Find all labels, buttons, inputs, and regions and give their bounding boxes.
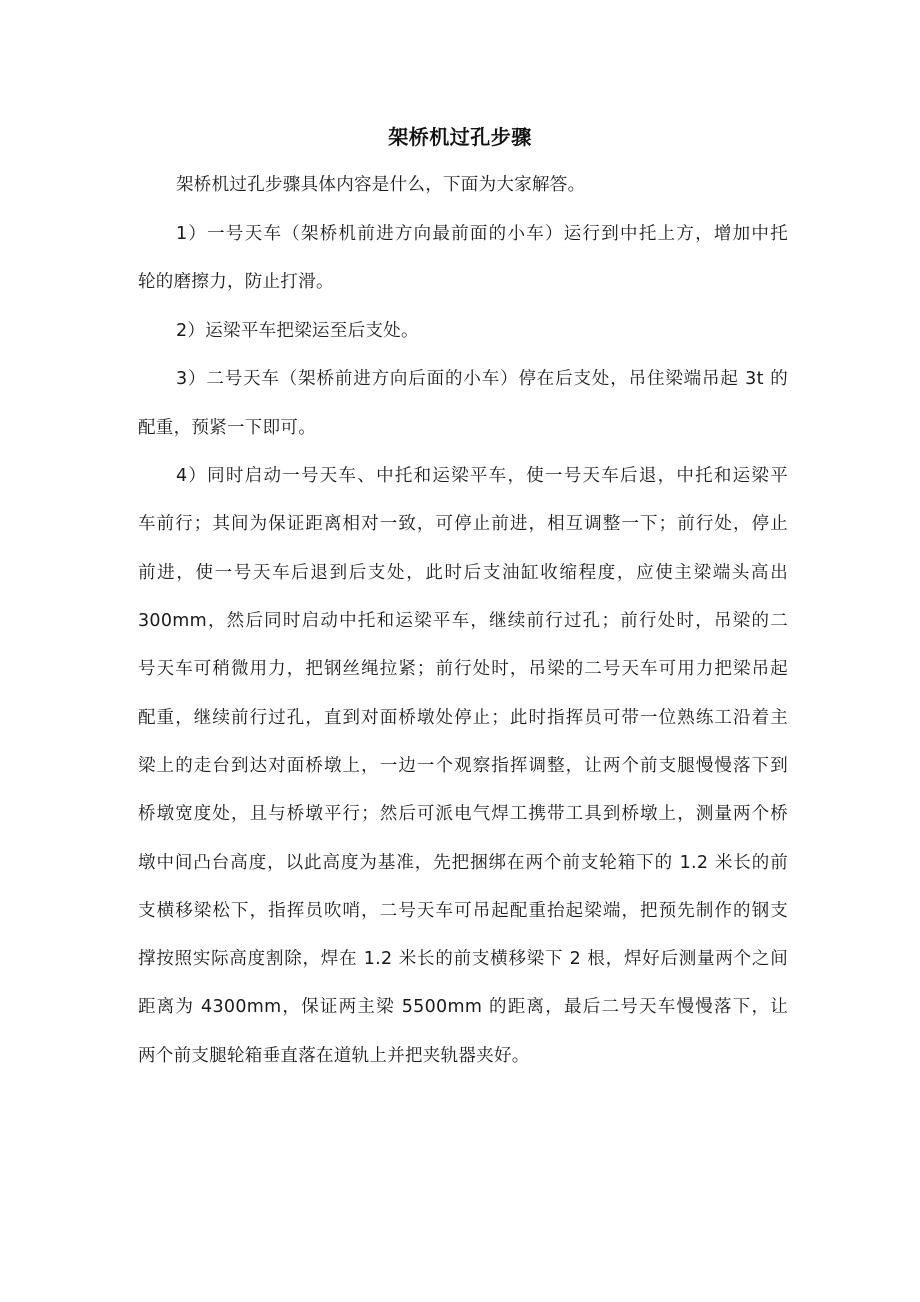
- step-4-line-8: 桥墩宽度处，且与桥墩平行；然后可派电气焊工携带工具到桥墩上，测量两个桥: [138, 804, 788, 824]
- step-4-line-12: 距离为 4300mm，保证两主梁 5500mm 的距离，最后二号天车慢慢落下，让: [138, 997, 788, 1017]
- step-4-line-10: 支横移梁松下，指挥员吹哨，二号天车可吊起配重抬起梁端，把预先制作的钢支: [138, 901, 788, 921]
- step-3-line-1: 3）二号天车（架桥前进方向后面的小车）停在后支处，吊住梁端吊起 3t 的: [176, 369, 788, 389]
- step-4-line-7: 梁上的走台到达对面桥墩上，一边一个观察指挥调整，让两个前支腿慢慢落下到: [138, 756, 788, 776]
- step-4-line-1: 4）同时启动一号天车、中托和运梁平车，使一号天车后退，中托和运梁平: [176, 466, 788, 486]
- intro-paragraph: 架桥机过孔步骤具体内容是什么，下面为大家解答。: [176, 175, 586, 195]
- document-title: 架桥机过孔步骤: [388, 125, 532, 149]
- step-3-line-2: 配重，预紧一下即可。: [138, 418, 316, 438]
- step-4-line-6: 配重，继续前行过孔，直到对面桥墩处停止；此时指挥员可带一位熟练工沿着主: [138, 708, 788, 728]
- step-4-line-5: 号天车可稍微用力，把钢丝绳拉紧；前行处时，吊梁的二号天车可用力把梁吊起: [138, 659, 788, 679]
- step-2-line-1: 2）运梁平车把梁运至后支处。: [176, 321, 419, 341]
- step-4-line-9: 墩中间凸台高度，以此高度为基准，先把捆绑在两个前支轮箱下的 1.2 米长的前: [138, 853, 788, 873]
- step-4-line-11: 撑按照实际高度割除，焊在 1.2 米长的前支横移梁下 2 根，焊好后测量两个之间: [138, 949, 788, 969]
- step-1-line-2: 轮的磨擦力，防止打滑。: [138, 272, 334, 292]
- step-4-line-4: 300mm，然后同时启动中托和运梁平车，继续前行过孔；前行处时，吊梁的二: [138, 611, 788, 631]
- step-4-line-3: 前进，使一号天车后退到后支处，此时后支油缸收缩程度，应使主梁端头高出: [138, 563, 788, 583]
- step-4-line-2: 车前行；其间为保证距离相对一致，可停止前进，相互调整一下；前行处，停止: [138, 514, 788, 534]
- step-4-line-13: 两个前支腿轮箱垂直落在道轨上并把夹轨器夹好。: [138, 1046, 530, 1066]
- step-1-line-1: 1）一号天车（架桥机前进方向最前面的小车）运行到中托上方，增加中托: [176, 224, 788, 244]
